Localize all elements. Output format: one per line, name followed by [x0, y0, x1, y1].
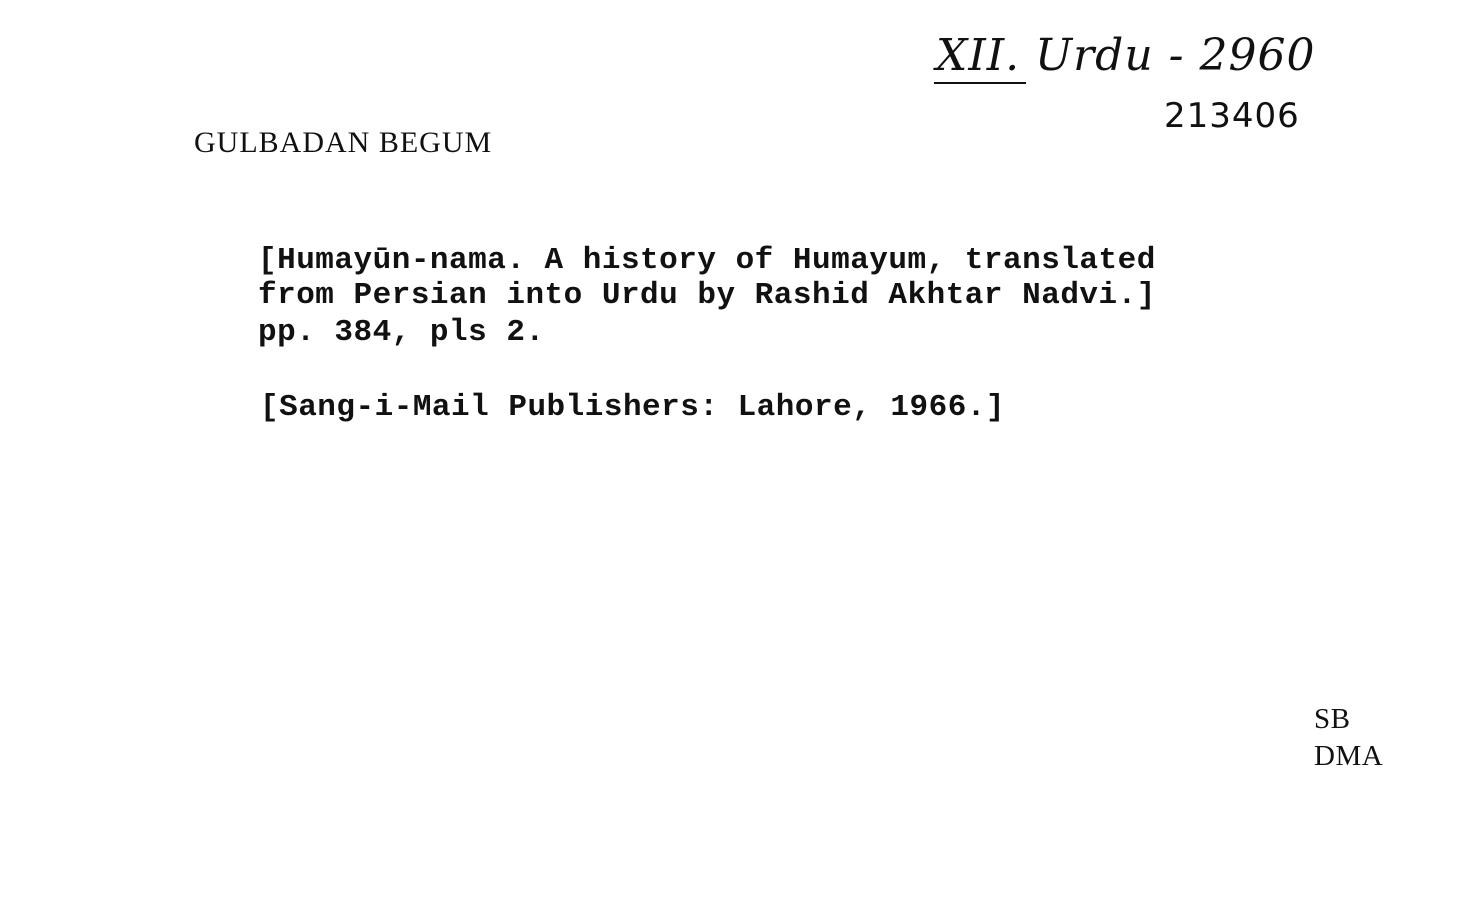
shelfmark-underline	[934, 82, 1026, 84]
author-heading: GULBADAN BEGUM	[194, 126, 493, 159]
shelfmark: XII. Urdu - 2960	[936, 30, 1316, 81]
initials-line-1: SB	[1314, 703, 1351, 735]
collation-line: pp. 384, pls 2.	[258, 315, 545, 350]
accession-number: 213406	[1164, 96, 1300, 136]
imprint-line: [Sang-i-Mail Publishers: Lahore, 1966.]	[260, 390, 1006, 425]
title-line-1: [Humayūn-nama. A history of Humayum, translated	[258, 243, 1156, 278]
initials-line-2: DMA	[1314, 740, 1384, 772]
title-line-2: from Persian into Urdu by Rashid Akhtar Nadvi.]	[258, 278, 1156, 313]
